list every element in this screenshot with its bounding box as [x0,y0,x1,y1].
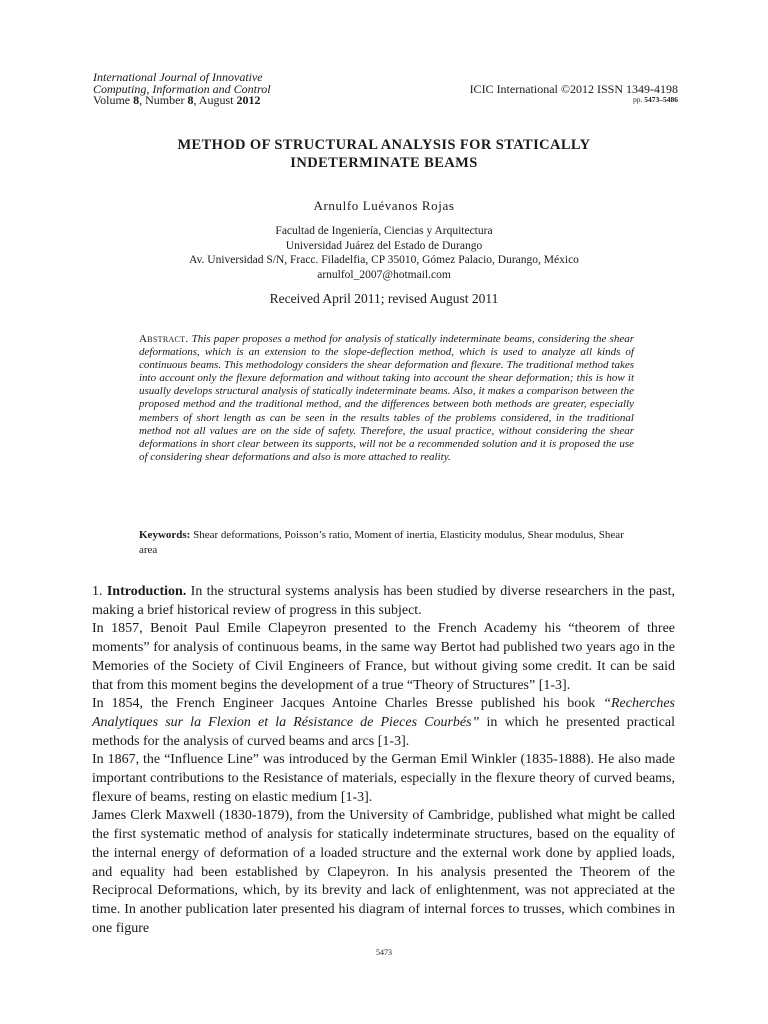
volume-number: 8 [133,93,140,107]
affiliation-line1: Facultad de Ingeniería, Ciencias y Arquitectura [275,225,493,237]
pages-prefix: pp. [633,95,645,104]
pages-value: 5473–5486 [644,95,678,104]
journal-header [93,72,271,107]
affiliation [0,224,768,282]
abstract-label: Abstract. [139,333,189,345]
keywords-text: Shear deformations, Poisson’s ratio, Moment of inertia, Elasticity modulus, Shear modulus, Shear area [139,529,624,556]
intro-p3-end: in which he presented practical methods for the analysis of curved beams and arcs [1-3]. [92,714,675,749]
intro-paragraph-3 [92,695,675,751]
section-title: Introduction. [106,584,187,599]
author-name: Arnulfo Luévanos Rojas [313,198,455,213]
intro-p1-text: In the structural systems analysis has been studied by diverse researchers in the past, making a brief historical review of progress in this subject. [92,584,675,618]
abstract-text: This paper proposes a method for analysis of statically indeterminate beams, considering the shear deformations, which is an extension to the slope-deflection method, which is used to analyze all kinds of continuous beams. This methodology considers the shear deformation and flexure. The traditional method takes into account only the flexure deformation and without taking into account the shear deformation; this is how it usually develops structural analysis of statically indeterminate beams. Also, it makes a comparison between the proposed method and the traditional method, and the differences between both methods are greater, especially members of short length as can be seen in the results tables of the problems considered, in the traditional method not all values are on the side of safety. Therefore, the usual practice, without considering the shear deformations in short clear between its supports, will not be a recommended solution and it is proposed the use of considering shear deformations and also is more attached to reality. [139,333,635,463]
paper-title-line2: INDETERMINATE BEAMS [290,155,478,171]
number-prefix: , Number [139,93,188,107]
section-number: 1. [92,584,103,599]
intro-paragraph-4: In 1867, the “Influence Line” was introduced by the German Emil Winkler (1835-1888). He also made important contributions to the Resistance of materials, especially in the flexure theory of curved beams, flexure of beams, resting on elastic medium [1-3]. [92,752,675,805]
body-text [92,583,675,938]
intro-paragraph-1 [92,583,675,620]
issue-year: 2012 [236,93,261,107]
intro-p3-start: In 1854, the French Engineer Jacques Antoine Charles Bresse published his book [92,696,604,712]
page-range [470,95,678,105]
journal-name-line2: Computing, Information and Control [93,81,271,96]
keywords-label: Keywords: [139,529,191,541]
intro-paragraph-2: In 1857, Benoit Paul Emile Clapeyron presented to the French Academy his “theorem of three moments” for analysis of continuous beams, in the same way Bertot had published two years ago in the Memories of the Society of Civil Engineers of France, but without giving some credit. It can be said that from this moment begins the development of a true “Theory of Structures” [1-3]. [92,621,675,693]
affiliation-line2: Universidad Juárez del Estado de Durango [285,239,483,252]
abstract [139,333,634,464]
volume-prefix: Volume [93,93,134,107]
paper-title [110,136,658,172]
received-dates: Received April 2011; revised August 2011 [269,291,499,306]
paper-title-line1: METHOD OF STRUCTURAL ANALYSIS FOR STATICALLY [177,137,591,153]
affiliation-line3: Av. Universidad S/N, Fracc. Filadelfia, CP 35010, Gómez Palacio, Durango, México [189,254,579,266]
author-email: arnulfol_2007@hotmail.com [317,268,451,281]
keywords [139,528,634,557]
date-prefix: , August [193,93,237,107]
book-title: “Recherches Analytiques sur la Flexion et la Résistance de Pieces Courbés” [92,696,675,730]
journal-name-line1: International Journal of Innovative [93,70,263,84]
page-number: 5473 [376,948,392,957]
issue-number: 8 [187,93,194,107]
publisher-header [470,83,678,105]
intro-paragraph-5: James Clerk Maxwell (1830-1879), from the University of Cambridge, published what might be called the first systematic method of analysis for statically indeterminate structures, based on the equality of the internal energy of deformation of a loaded structure and the external work done by applied loads, and equality had been established by Clapeyron. In his analysis presented the Theorem of the Reciprocal Deformations, which, by its brevity and lack of enlightenment, was not appreciated at the time. In another publication later presented his diagram of internal forces to trusses, which combines in one figure [92,808,675,936]
publisher-issn: ICIC International ©2012 ISSN 1349-4198 [469,82,678,96]
volume-line [93,93,260,107]
